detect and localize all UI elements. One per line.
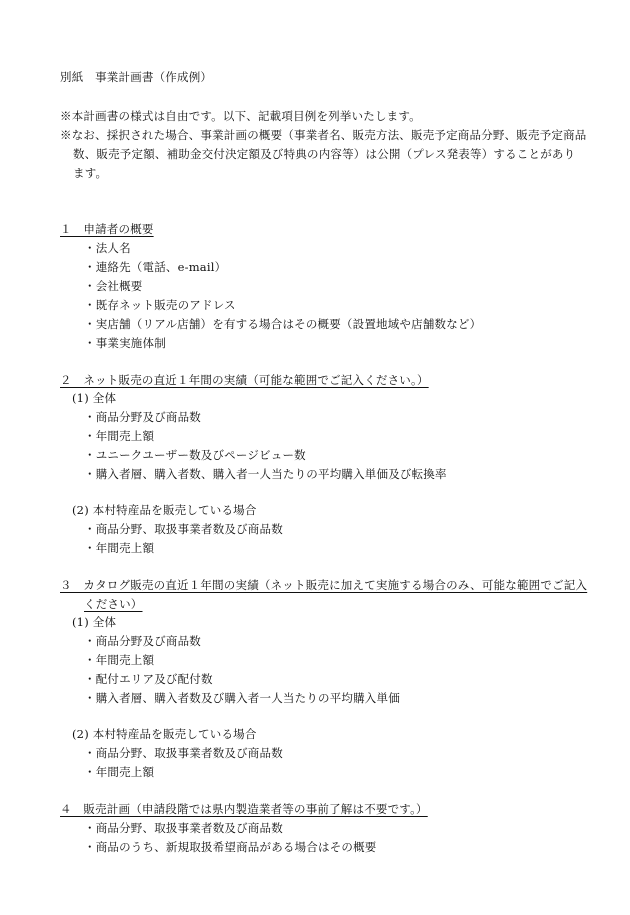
section2-sub1-item: ・購入者層、購入者数、購入者一人当たりの平均購入単価及び転換率 <box>84 467 447 481</box>
note-disclosure-line1: ※なお、採択された場合、事業計画の概要（事業者名、販売方法、販売予定商品分野、販売予定商品 <box>60 128 587 142</box>
section3-heading-line1: ３ カタログ販売の直近１年間の実績（ネット販売に加えて実施する場合のみ、可能な範囲でご記入 <box>60 578 588 592</box>
section4-item: ・商品分野、取扱事業者数及び商品数 <box>84 821 283 835</box>
section2-sub1-label: (1) 全体 <box>72 391 117 405</box>
section3-sub1-label: (1) 全体 <box>72 615 117 629</box>
section2-sub1-item: ・商品分野及び商品数 <box>84 410 201 424</box>
section3-sub2-item: ・商品分野、取扱事業者数及び商品数 <box>84 746 283 760</box>
section1-item-company-overview: ・会社概要 <box>84 279 143 293</box>
section2-sub1-item: ・年間売上額 <box>84 429 155 443</box>
section2-sub1-item: ・ユニークユーザー数及びページビュー数 <box>84 448 306 462</box>
section1-heading: １ 申請者の概要 <box>60 222 154 236</box>
section1-item-web-address: ・既存ネット販売のアドレス <box>84 298 236 312</box>
section4-heading: ４ 販売計画（申請段階では県内製造業者等の事前了解は不要です。） <box>60 802 428 816</box>
section3-sub1-item: ・年間売上額 <box>84 653 155 667</box>
section3-sub1-item: ・配付エリア及び配付数 <box>84 672 213 686</box>
section3-heading-line2: ください） <box>84 597 143 611</box>
note-disclosure-line2: 数、販売予定額、補助金交付決定額及び特典の内容等）は公開（プレス発表等）することがあり <box>73 147 576 161</box>
section1-item-contact: ・連絡先（電話、e-mail） <box>84 260 227 274</box>
section2-sub2-label: (2) 本村特産品を販売している場合 <box>72 503 257 517</box>
section3-sub1-item: ・購入者層、購入者数及び購入者一人当たりの平均購入単価 <box>84 691 400 705</box>
section1-item-physical-store: ・実店舗（リアル店舗）を有する場合はその概要（設置地域や店舗数など） <box>84 317 482 331</box>
note-disclosure-line3: ます。 <box>73 166 108 180</box>
section2-heading: ２ ネット販売の直近１年間の実績（可能な範囲でご記入ください。） <box>60 373 429 387</box>
section1-item-company-name: ・法人名 <box>84 241 131 255</box>
document-title: 別紙 事業計画書（作成例） <box>60 70 213 84</box>
note-format: ※本計画書の様式は自由です。以下、記載項目例を列挙いたします。 <box>60 109 421 123</box>
section3-sub1-item: ・商品分野及び商品数 <box>84 634 201 648</box>
section2-sub2-item: ・年間売上額 <box>84 541 155 555</box>
section2-sub2-item: ・商品分野、取扱事業者数及び商品数 <box>84 522 283 536</box>
section3-sub2-item: ・年間売上額 <box>84 765 155 779</box>
section4-item: ・商品のうち、新規取扱希望商品がある場合はその概要 <box>84 840 377 854</box>
section1-item-structure: ・事業実施体制 <box>84 336 166 350</box>
section3-sub2-label: (2) 本村特産品を販売している場合 <box>72 727 257 741</box>
